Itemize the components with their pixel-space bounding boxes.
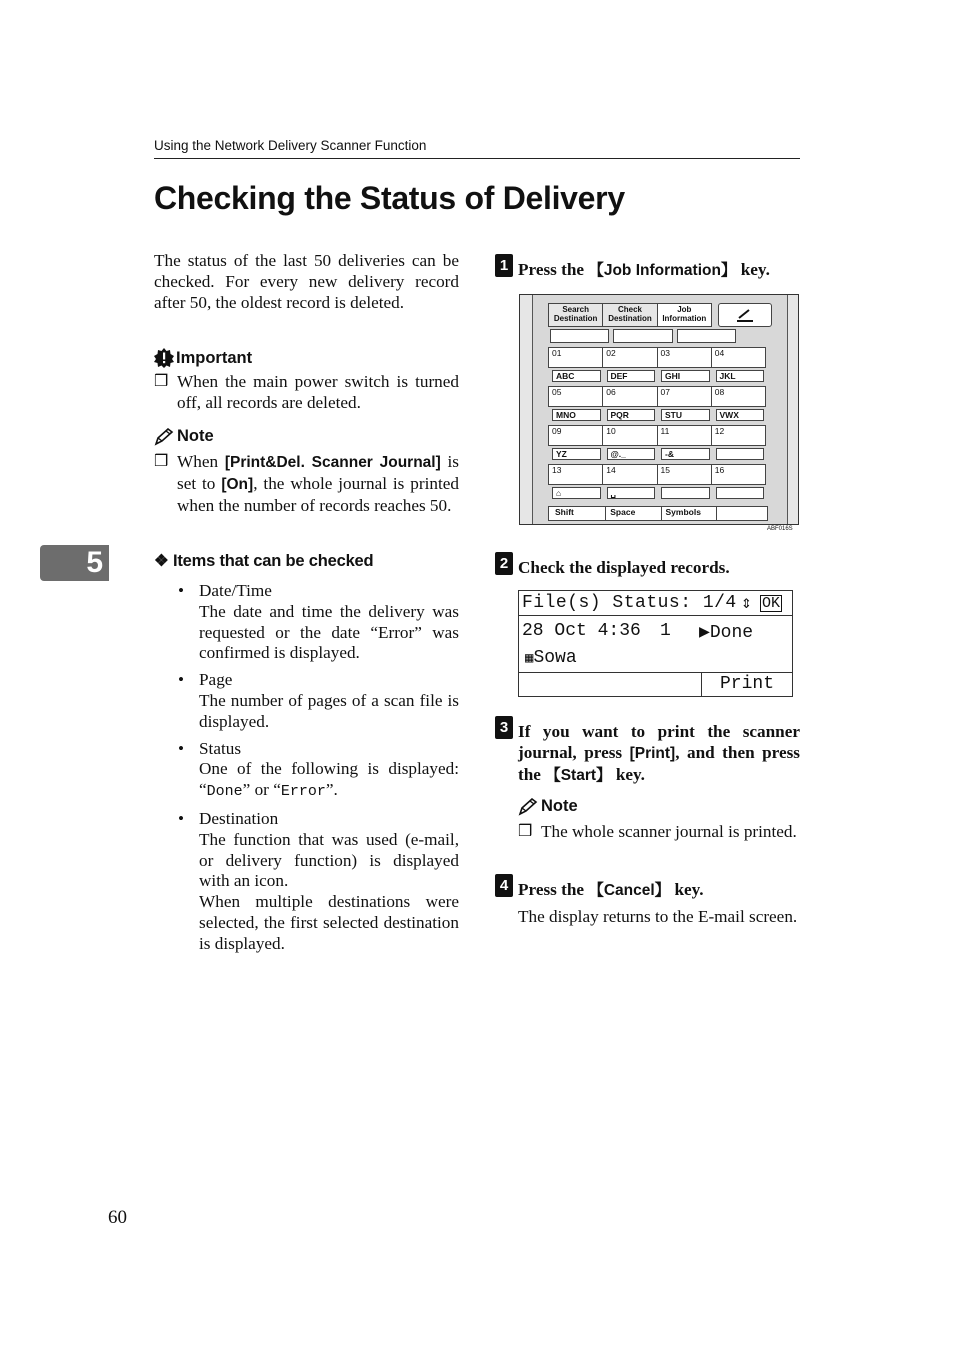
record-page: 1	[660, 621, 671, 641]
destination-key[interactable]: 14	[603, 465, 657, 484]
letter-key[interactable]: -&	[661, 448, 710, 460]
key-label: 【Cancel】	[588, 882, 671, 899]
lcd-line-1: File(s) Status: 1/4	[522, 593, 737, 613]
keypad-letter-row	[552, 409, 764, 421]
note-label: Note	[541, 797, 578, 815]
destination-key[interactable]: 09	[549, 426, 603, 445]
note-item-text: The whole scanner journal is printed.	[541, 822, 797, 841]
letter-key[interactable]	[661, 487, 710, 499]
running-header: Using the Network Delivery Scanner Function	[154, 138, 427, 153]
email-icon: ▦	[525, 651, 534, 667]
list-item: • Destination The function that was used (e-mail, or delivery function) is displayed with an icon. When multiple destinations were selected, the first selected destination is displayed.	[178, 808, 459, 953]
note-item	[154, 452, 459, 516]
keypad	[548, 347, 766, 503]
destination-key[interactable]: 13	[549, 465, 603, 484]
note-heading	[518, 797, 578, 816]
tab-check-destination[interactable]: Check Destination	[603, 304, 657, 326]
letter-key[interactable]: GHI	[661, 370, 710, 382]
letter-key[interactable]: ␣	[607, 487, 656, 499]
step-1-text: Press the 【Job Information】 key.	[518, 260, 770, 279]
items-heading-text: Items that can be checked	[172, 552, 374, 570]
letter-key[interactable]: @._	[607, 448, 656, 460]
up-down-arrow-icon: ⇕	[741, 594, 752, 614]
list-item: • Date/Time The date and time the delivery was requested or the date “Error” was confirmed is displayed.	[178, 581, 459, 663]
note-item-text: When [Print&Del. Scanner Journal] is set to [On], the whole journal is printed when the number of records reaches 50.	[177, 452, 459, 515]
letter-key[interactable]: JKL	[716, 370, 765, 382]
keypad-number-row	[548, 386, 766, 407]
letter-key[interactable]: MNO	[552, 409, 601, 421]
important-label: Important	[176, 348, 253, 367]
destination-key[interactable]: 02	[603, 348, 657, 367]
step-number: 1	[495, 254, 513, 277]
important-heading	[154, 348, 252, 368]
key-label: [Print&Del. Scanner Journal]	[224, 454, 441, 471]
destination-key[interactable]: 04	[714, 348, 725, 358]
important-item	[154, 372, 459, 414]
lcd-display	[518, 590, 793, 697]
tab-search-destination[interactable]: Search Destination	[549, 304, 603, 326]
back-button[interactable]	[718, 303, 772, 327]
destination-key[interactable]: 06	[603, 387, 657, 406]
letter-key[interactable]	[716, 487, 765, 499]
note-item	[518, 822, 800, 843]
keypad-number-row	[548, 464, 766, 485]
step-2-text: Check the displayed records.	[518, 558, 730, 577]
intro-paragraph: The status of the last 50 deliveries can be checked. For every new delivery record after 50, the oldest record is deleted.	[154, 251, 459, 312]
item-desc: The number of pages of a scan file is displayed.	[199, 690, 459, 731]
item-desc: The date and time the delivery was requested or the date “Error” was confirmed is displayed.	[199, 601, 459, 663]
key-label: [Print]	[629, 744, 676, 762]
print-button[interactable]: Print	[701, 672, 792, 696]
item-desc: When multiple destinations were selected, the first selected destination is displayed.	[199, 892, 459, 953]
item-desc: One of the following is displayed: “Done” or “Error”.	[199, 759, 459, 801]
record-destination: ▦Sowa	[525, 648, 577, 668]
letter-key[interactable]	[716, 448, 765, 460]
letter-key[interactable]: VWX	[716, 409, 765, 421]
destination-key[interactable]: 10	[603, 426, 657, 445]
key-label: [On]	[221, 475, 254, 493]
space-key[interactable]: Space	[606, 507, 661, 520]
item-desc: The function that was used (e-mail, or delivery function) is displayed with an icon.	[199, 829, 459, 891]
page-number: 60	[108, 1207, 127, 1228]
key-label: 【Start】	[545, 766, 612, 784]
item-term: Status	[199, 738, 242, 758]
items-list	[178, 581, 459, 961]
note-label: Note	[177, 427, 214, 445]
pencil-icon	[154, 428, 174, 446]
step-number: 3	[495, 716, 513, 739]
key-label: 【Job Information】	[588, 262, 737, 279]
header-rule	[154, 158, 800, 159]
letter-key[interactable]: ⌂	[552, 487, 601, 499]
page-title: Checking the Status of Delivery	[154, 180, 625, 216]
destination-key[interactable]: 03	[658, 348, 712, 367]
item-term: Page	[199, 670, 233, 690]
shift-key[interactable]: Shift	[549, 507, 606, 520]
tab-job-information[interactable]: Job Information	[658, 304, 711, 326]
step-number: 4	[495, 874, 513, 897]
letter-key[interactable]: STU	[661, 409, 710, 421]
destination-key[interactable]: 16	[714, 465, 725, 475]
keypad-letter-row	[552, 448, 764, 460]
keypad-letter-row	[552, 370, 764, 382]
destination-key[interactable]: 12	[714, 426, 725, 436]
step-4-text: Press the 【Cancel】 key.	[518, 880, 704, 899]
symbols-key[interactable]: Symbols	[662, 507, 717, 520]
pencil-icon	[518, 798, 538, 816]
record-status: ▶Done	[699, 623, 754, 643]
code-error: Error	[280, 783, 326, 801]
letter-key[interactable]: DEF	[607, 370, 656, 382]
play-icon: ▶	[699, 623, 710, 643]
item-term: Date/Time	[199, 581, 272, 600]
note-heading	[154, 427, 214, 446]
important-icon	[154, 348, 174, 368]
chapter-tab: 5	[40, 545, 109, 581]
items-heading	[154, 551, 373, 571]
figure-code: ABF016S	[767, 526, 793, 532]
letter-key[interactable]: YZ	[552, 448, 601, 460]
keypad-number-row	[548, 347, 766, 368]
step-3-text: If you want to print the scanner journal, press [Print], and then press the 【Start】 key.	[518, 722, 800, 784]
step-number: 2	[495, 552, 513, 575]
code-done: Done	[206, 783, 243, 801]
checkbox-icon: ❒	[518, 823, 533, 840]
letter-key[interactable]: PQR	[607, 409, 656, 421]
record-date: 28 Oct 4:36	[522, 621, 641, 641]
destination-key[interactable]: 15	[658, 465, 712, 484]
list-item: • Page The number of pages of a scan file is displayed.	[178, 670, 459, 731]
checkbox-icon: ❒	[154, 453, 169, 470]
keypad-letter-row	[552, 487, 764, 499]
ok-button[interactable]: OK	[762, 595, 781, 612]
list-item: • Status One of the following is displayed: “Done” or “Error”.	[178, 739, 459, 803]
checkbox-icon: ❒	[154, 373, 169, 390]
keypad-number-row	[548, 425, 766, 446]
control-panel-screenshot	[519, 294, 799, 525]
destination-key[interactable]: 11	[658, 426, 712, 445]
letter-key[interactable]: ABC	[552, 370, 601, 382]
diamond-icon: ❖	[154, 552, 169, 570]
destination-key[interactable]: 08	[714, 387, 725, 397]
item-term: Destination	[199, 808, 279, 828]
back-arrow-icon	[735, 306, 755, 324]
step-4-result: The display returns to the E-mail screen.	[518, 907, 798, 926]
destination-key[interactable]: 07	[658, 387, 712, 406]
destination-key[interactable]: 01	[549, 348, 603, 367]
important-item-text: When the main power switch is turned off, all records are deleted.	[177, 372, 459, 412]
destination-key[interactable]: 05	[549, 387, 603, 406]
